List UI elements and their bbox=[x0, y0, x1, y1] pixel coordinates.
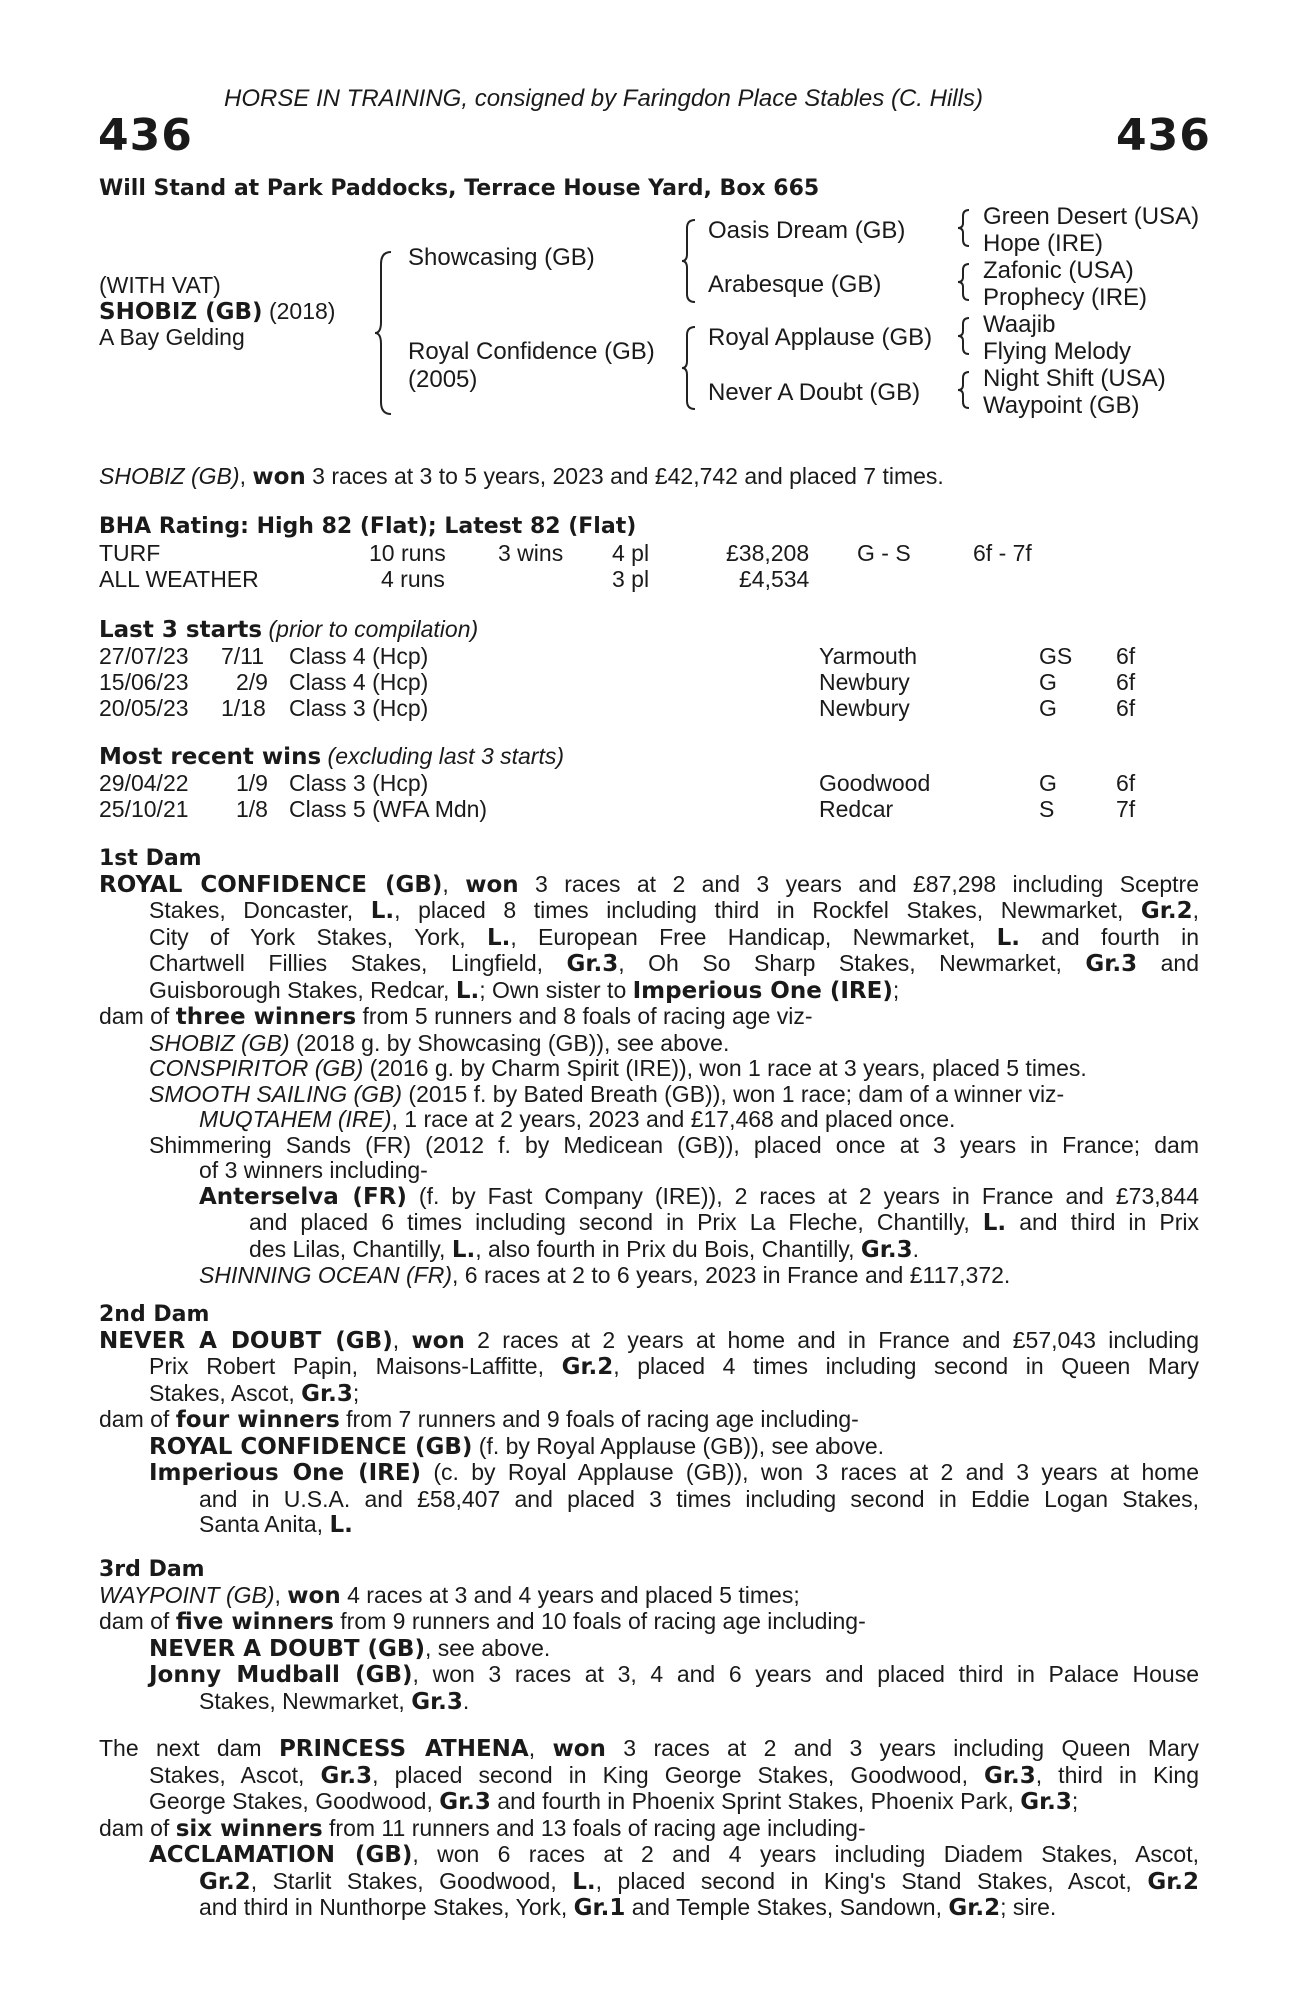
first-dam-line: des Lilas, Chantilly, L., also fourth in Prix du Bois, Chantilly, Gr.3. bbox=[249, 1235, 919, 1263]
first-dam-line: Anterselva (FR) (f. by Fast Company (IRE)), 2 races at 2 years in France and £73,844 bbox=[199, 1182, 1199, 1210]
first-dam-line: Guisborough Stakes, Redcar, L.; Own sister to Imperious One (IRE); bbox=[149, 976, 900, 1004]
turf-distance: 6f - 7f bbox=[973, 540, 1032, 566]
aw-placed: 3 pl bbox=[612, 566, 650, 592]
stall-location: Will Stand at Park Paddocks, Terrace House Yard, Box 665 bbox=[99, 176, 820, 201]
rating-row-turf bbox=[99, 540, 1199, 566]
win-row bbox=[99, 770, 1199, 796]
third-dam-line: dam of five winners from 9 runners and 10 foals of racing age including- bbox=[99, 1608, 866, 1635]
second-dam-line: Prix Robert Papin, Maisons-Laffitte, Gr.2, placed 4 times including second in Queen Mary bbox=[149, 1353, 1199, 1380]
next-dam-line: and third in Nunthorpe Stakes, York, Gr.1 and Temple Stakes, Sandown, Gr.2; sire. bbox=[199, 1894, 1057, 1921]
win-class: Class 3 (Hcp) bbox=[289, 770, 429, 796]
win-date: 25/10/21 bbox=[99, 796, 189, 822]
second-dam-line: Stakes, Ascot, Gr.3; bbox=[149, 1379, 360, 1407]
win-course: Goodwood bbox=[819, 770, 931, 796]
start-pos: 7/11 bbox=[221, 643, 265, 669]
first-dam-heading: 1st Dam bbox=[99, 846, 202, 871]
start-dist: 6f bbox=[1116, 695, 1136, 721]
sire-dam: Arabesque (GB) bbox=[708, 271, 882, 298]
granddam-8: Waypoint (GB) bbox=[983, 392, 1140, 419]
start-class: Class 4 (Hcp) bbox=[289, 669, 429, 695]
last-starts-title: Last 3 starts bbox=[99, 617, 263, 643]
start-going: GS bbox=[1039, 643, 1073, 669]
dam-sire: Royal Applause (GB) bbox=[708, 324, 933, 351]
turf-going: G - S bbox=[857, 540, 911, 566]
first-dam-line: Chartwell Fillies Stakes, Lingfield, Gr.3, Oh So Sharp Stakes, Newmarket, Gr.3 and bbox=[149, 950, 1199, 977]
vat-note: (WITH VAT) bbox=[99, 272, 221, 298]
consignment-line: HORSE IN TRAINING, consigned by Faringdon Place Stables (C. Hills) bbox=[224, 85, 983, 112]
brace-sire bbox=[682, 218, 698, 304]
dam-dam: Never A Doubt (GB) bbox=[708, 379, 921, 406]
start-going: G bbox=[1039, 695, 1057, 721]
start-class: Class 4 (Hcp) bbox=[289, 643, 429, 669]
first-dam-line: SMOOTH SAILING (GB) (2015 f. by Bated Breath (GB)), won 1 race; dam of a winner viz- bbox=[149, 1080, 1065, 1107]
third-dam-heading: 3rd Dam bbox=[99, 1557, 205, 1582]
horse-name-text: SHOBIZ (GB) bbox=[99, 299, 263, 325]
granddam-2: Hope (IRE) bbox=[983, 230, 1104, 257]
summary-won: won bbox=[252, 464, 306, 490]
last-starts-heading bbox=[99, 617, 478, 644]
next-dam-line: Stakes, Ascot, Gr.3, placed second in King George Stakes, Goodwood, Gr.3, third in King bbox=[149, 1761, 1199, 1789]
turf-label: TURF bbox=[99, 540, 161, 566]
win-class: Class 5 (WFA Mdn) bbox=[289, 796, 488, 822]
turf-placed: 4 pl bbox=[612, 540, 650, 566]
next-dam-line: ACCLAMATION (GB), won 6 races at 2 and 4 years including Diadem Stakes, Ascot, bbox=[149, 1841, 1199, 1868]
next-dam-line: The next dam PRINCESS ATHENA, won 3 races at 2 and 3 years including Queen Mary bbox=[99, 1735, 1199, 1762]
granddam-6: Flying Melody bbox=[983, 338, 1132, 365]
third-dam-line: Stakes, Newmarket, Gr.3. bbox=[199, 1687, 470, 1715]
start-row bbox=[99, 643, 1199, 669]
brace-g2 bbox=[958, 262, 972, 302]
aw-prize: £4,534 bbox=[739, 566, 810, 592]
last-starts-note: (prior to compilation) bbox=[262, 616, 479, 642]
win-going: G bbox=[1039, 770, 1057, 796]
first-dam-line: dam of three winners from 5 runners and 8 foals of racing age viz- bbox=[99, 1003, 813, 1030]
start-going: G bbox=[1039, 669, 1057, 695]
bha-rating-heading: BHA Rating: High 82 (Flat); Latest 82 (Flat) bbox=[99, 514, 637, 539]
brace-sire-dam bbox=[375, 250, 395, 416]
start-date: 27/07/23 bbox=[99, 643, 189, 669]
second-dam-section bbox=[99, 1302, 1199, 1539]
recent-wins-title: Most recent wins bbox=[99, 744, 322, 770]
third-dam-line: WAYPOINT (GB), won 4 races at 3 and 4 years and placed 5 times; bbox=[99, 1581, 800, 1609]
win-dist: 7f bbox=[1116, 796, 1136, 822]
second-dam-line: ROYAL CONFIDENCE (GB) (f. by Royal Applause (GB)), see above. bbox=[149, 1432, 885, 1460]
third-dam-line: Jonny Mudball (GB), won 3 races at 3, 4 and 6 years and placed third in Palace House bbox=[149, 1661, 1200, 1688]
recent-wins-note: (excluding last 3 starts) bbox=[321, 743, 565, 769]
dam-year: (2005) bbox=[408, 366, 478, 393]
third-dam-section bbox=[99, 1557, 1199, 1715]
first-dam-line: CONSPIRITOR (GB) (2016 g. by Charm Spirit (IRE)), won 1 race at 3 years, placed 5 times. bbox=[149, 1055, 1087, 1081]
dam: Royal Confidence (GB) bbox=[408, 338, 655, 365]
grandsire-7: Night Shift (USA) bbox=[983, 365, 1166, 392]
sire: Showcasing (GB) bbox=[408, 244, 595, 271]
next-dam-line: Gr.2, Starlit Stakes, Goodwood, L., placed second in King's Stand Stakes, Ascot, Gr.2 bbox=[199, 1867, 1200, 1895]
summary-rest: 3 races at 3 to 5 years, 2023 and £42,742 and placed 7 times. bbox=[305, 463, 944, 489]
start-class: Class 3 (Hcp) bbox=[289, 695, 429, 721]
lot-number-right: 436 bbox=[1116, 110, 1211, 161]
first-dam-line: ROYAL CONFIDENCE (GB), won 3 races at 2 and 3 years and £87,298 including Sceptre bbox=[99, 870, 1199, 898]
horse-description: A Bay Gelding bbox=[99, 324, 245, 350]
grandsire-1: Green Desert (USA) bbox=[983, 203, 1200, 230]
win-dist: 6f bbox=[1116, 770, 1136, 796]
start-date: 20/05/23 bbox=[99, 695, 189, 721]
second-dam-line: NEVER A DOUBT (GB), won 2 races at 2 years at home and in France and £57,043 including bbox=[99, 1326, 1199, 1354]
win-row bbox=[99, 796, 1199, 822]
first-dam-section bbox=[99, 846, 1199, 1289]
summary-name: SHOBIZ (GB) bbox=[99, 463, 240, 489]
grandsire-3: Zafonic (USA) bbox=[983, 257, 1134, 284]
first-dam-line: SHOBIZ (GB) (2018 g. by Showcasing (GB)), see above. bbox=[149, 1029, 730, 1056]
first-dam-line: SHINNING OCEAN (FR), 6 races at 2 to 6 years, 2023 in France and £117,372. bbox=[199, 1262, 1011, 1288]
start-course: Yarmouth bbox=[819, 643, 918, 669]
granddam-4: Prophecy (IRE) bbox=[983, 284, 1148, 311]
sire-sire: Oasis Dream (GB) bbox=[708, 217, 906, 244]
first-dam-line: and placed 6 times including second in Prix La Fleche, Chantilly, L. and third in Prix bbox=[249, 1209, 1199, 1236]
aw-label: ALL WEATHER bbox=[99, 566, 259, 592]
next-dam-line: George Stakes, Goodwood, Gr.3 and fourth in Phoenix Sprint Stakes, Phoenix Park, Gr.3; bbox=[149, 1788, 1079, 1815]
start-pos: 1/18 bbox=[221, 695, 266, 721]
second-dam-heading: 2nd Dam bbox=[99, 1302, 210, 1327]
next-dam-section bbox=[99, 1736, 1199, 1922]
win-going: S bbox=[1039, 796, 1055, 822]
start-pos: 2/9 bbox=[236, 669, 268, 695]
turf-prize: £38,208 bbox=[726, 540, 810, 566]
aw-runs: 4 runs bbox=[381, 566, 445, 592]
horse-name bbox=[99, 298, 335, 325]
win-pos: 1/8 bbox=[236, 796, 268, 822]
grandsire-5: Waajib bbox=[983, 311, 1056, 338]
start-dist: 6f bbox=[1116, 643, 1136, 669]
third-dam-line: NEVER A DOUBT (GB), see above. bbox=[149, 1634, 551, 1662]
first-dam-line: Shimmering Sands (FR) (2012 f. by Medicean (GB)), placed once at 3 years in France; dam bbox=[149, 1131, 1199, 1158]
next-dam-line: dam of six winners from 11 runners and 13 foals of racing age including- bbox=[99, 1814, 866, 1842]
first-dam-line: of 3 winners including- bbox=[199, 1157, 428, 1183]
brace-g3 bbox=[958, 316, 972, 356]
recent-wins-heading bbox=[99, 744, 564, 771]
second-dam-line: Santa Anita, L. bbox=[199, 1511, 353, 1538]
turf-wins: 3 wins bbox=[498, 540, 564, 566]
turf-runs: 10 runs bbox=[369, 540, 446, 566]
rating-row-aw bbox=[99, 566, 1199, 592]
second-dam-line: Imperious One (IRE) (c. by Royal Applause (GB)), won 3 races at 2 and 3 years at home bbox=[149, 1459, 1199, 1486]
win-pos: 1/9 bbox=[236, 770, 268, 796]
horse-year: (2018) bbox=[262, 298, 336, 324]
start-row bbox=[99, 695, 1199, 721]
first-dam-line: MUQTAHEM (IRE), 1 race at 2 years, 2023 and £17,468 and placed once. bbox=[199, 1106, 956, 1132]
race-summary: SHOBIZ (GB), won 3 races at 3 to 5 years, 2023 and £42,742 and placed 7 times. bbox=[99, 463, 944, 490]
first-dam-line: City of York Stakes, York, L., European Free Handicap, Newmarket, L. and fourth in bbox=[149, 923, 1199, 951]
brace-g1 bbox=[958, 208, 972, 248]
start-date: 15/06/23 bbox=[99, 669, 189, 695]
start-row bbox=[99, 669, 1199, 695]
first-dam-line: Stakes, Doncaster, L., placed 8 times including third in Rockfel Stakes, Newmarket, Gr.2, bbox=[149, 897, 1199, 924]
second-dam-line: dam of four winners from 7 runners and 9 foals of racing age including- bbox=[99, 1406, 859, 1433]
second-dam-line: and in U.S.A. and £58,407 and placed 3 times including second in Eddie Logan Stakes, bbox=[199, 1485, 1199, 1512]
lot-number-left: 436 bbox=[98, 110, 193, 161]
start-dist: 6f bbox=[1116, 669, 1136, 695]
win-date: 29/04/22 bbox=[99, 770, 189, 796]
start-course: Newbury bbox=[819, 669, 910, 695]
brace-g4 bbox=[958, 370, 972, 410]
brace-dam bbox=[682, 325, 698, 411]
start-course: Newbury bbox=[819, 695, 910, 721]
win-course: Redcar bbox=[819, 796, 894, 822]
